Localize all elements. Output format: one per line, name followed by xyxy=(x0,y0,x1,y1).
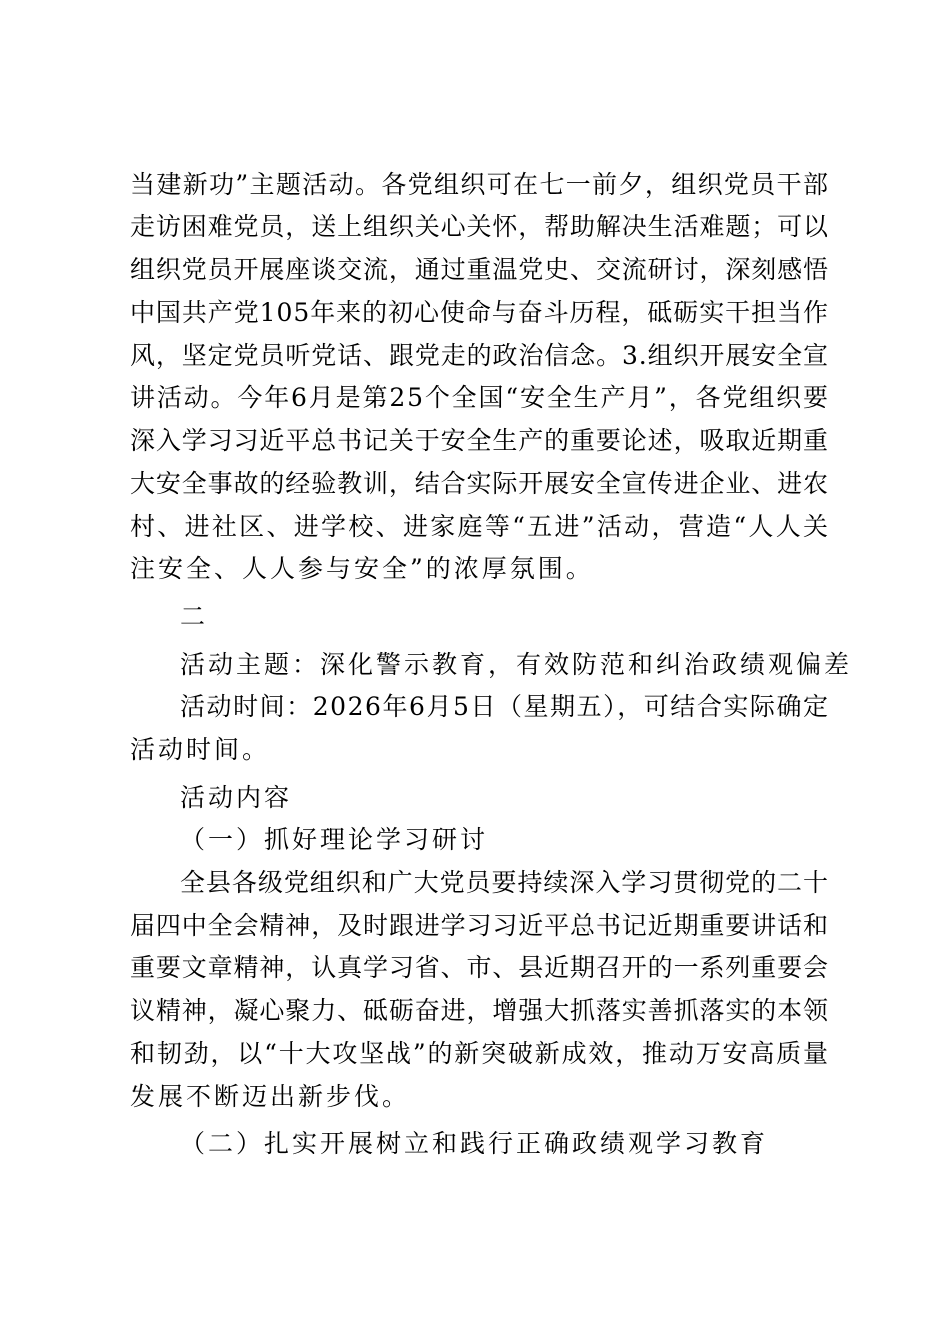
text-line: 深入学习习近平总书记关于安全生产的重要论述，吸取近期重 xyxy=(130,426,829,455)
text-line: 注安全、人人参与安全”的浓厚氛围。 xyxy=(130,554,594,583)
text-line: 发展不断迈出新步伐。 xyxy=(130,1082,411,1111)
text-line: 中国共产党105年来的初心使命与奋斗历程，砥砺实干担当作 xyxy=(130,298,829,327)
subsection-heading: （二）扎实开展树立和践行正确政绩观学习教育 xyxy=(180,1129,769,1158)
activity-content-heading: 活动内容 xyxy=(180,783,293,812)
activity-theme: 活动主题：深化警示教育，有效防范和纠治政绩观偏差 xyxy=(180,650,853,679)
text-line: 走访困难党员，送上组织关心关怀，帮助解决生活难题；可以 xyxy=(130,212,829,241)
text-line: 讲活动。今年6月是第25个全国“安全生产月”，各党组织要 xyxy=(130,383,830,412)
section-number: 二 xyxy=(180,602,209,631)
text-line: 全县各级党组织和广大党员要持续深入学习贯彻党的二十 xyxy=(180,868,829,897)
text-line: 风，坚定党员听党话、跟党走的政治信念。3.组织开展安全宣 xyxy=(130,341,829,370)
text-line: 当建新功”主题活动。各党组织可在七一前夕，组织党员干部 xyxy=(130,170,830,199)
text-line: 村、进社区、进学校、进家庭等“五进”活动，营造“人人关 xyxy=(130,512,831,541)
text-line: 组织党员开展座谈交流，通过重温党史、交流研讨，深刻感悟 xyxy=(130,255,829,284)
text-line: 活动时间。 xyxy=(130,735,271,764)
text-line: 大安全事故的经验教训，结合实际开展安全宣传进企业、进农 xyxy=(130,469,829,498)
text-line: 活动时间：2026年6月5日（星期五），可结合实际确定 xyxy=(180,692,830,721)
subsection-heading: （一）抓好理论学习研讨 xyxy=(180,825,489,854)
text-line: 重要文章精神，认真学习省、市、县近期召开的一系列重要会 xyxy=(130,953,829,982)
text-line: 议精神，凝心聚力、砥砺奋进，增强大抓落实善抓落实的本领 xyxy=(130,996,829,1025)
text-line: 届四中全会精神，及时跟进学习习近平总书记近期重要讲话和 xyxy=(130,911,829,940)
text-line: 和韧劲，以“十大攻坚战”的新突破新成效，推动万安高质量 xyxy=(130,1039,830,1068)
